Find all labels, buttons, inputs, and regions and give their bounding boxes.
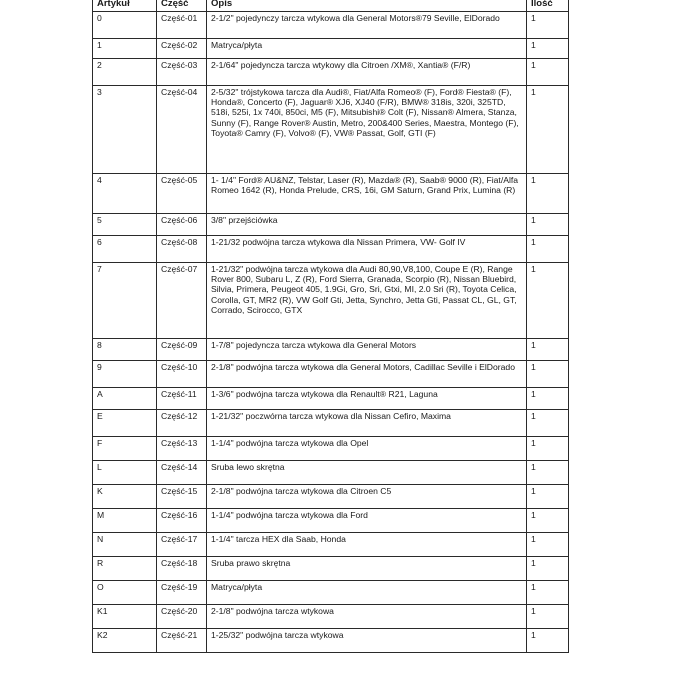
table-header-row [93, 0, 569, 12]
quantity-cell: 1 [527, 59, 569, 86]
description-cell: 1-1/4" podwójna tarcza wtykowa dla Opel [207, 437, 527, 461]
article-cell: 2 [93, 59, 157, 86]
part-cell: Część-15 [157, 485, 207, 509]
quantity-cell: 1 [527, 509, 569, 533]
article-cell: 0 [93, 12, 157, 39]
description-cell: 2-1/2" pojedynczy tarcza wtykowa dla General Motors®79 Seville, ElDorado [207, 12, 527, 39]
table-row [93, 59, 569, 86]
table-row [93, 410, 569, 437]
part-cell: Część-17 [157, 533, 207, 557]
article-cell: K1 [93, 605, 157, 629]
description-cell: 3/8" przejściówka [207, 214, 527, 236]
article-cell: A [93, 388, 157, 410]
description-cell: 1-21/32" podwójna tarcza wtykowa dla Audi 80,90,V8,100, Coupe E (R), Range Rover 800, Subaru L, Z (R), Ford Sierra, Granada, Scorpio (R), Nissan Bluebird, Silvia, Primera, Peugeot 405, 1.9Gi, Gro, Sri, Gtxi, MI, 2.0 Sri (R), Toyota Celica, Corolla, GT, MR2 (R), VW Golf Gti, Jetta, Synchro, Jetta Gti, Passat CL, GL, GT, Corrado, Scirocco, GTX [207, 263, 527, 339]
quantity-cell: 1 [527, 361, 569, 388]
article-cell: 1 [93, 39, 157, 59]
table-row [93, 39, 569, 59]
article-cell: K2 [93, 629, 157, 653]
article-cell: 8 [93, 339, 157, 361]
description-cell: 1-7/8" pojedyncza tarcza wtykowa dla General Motors [207, 339, 527, 361]
table-row [93, 214, 569, 236]
part-cell: Część-13 [157, 437, 207, 461]
article-cell: 9 [93, 361, 157, 388]
part-cell: Część-05 [157, 174, 207, 214]
article-cell: 4 [93, 174, 157, 214]
part-cell: Część-07 [157, 263, 207, 339]
article-cell: 6 [93, 236, 157, 263]
article-cell: 7 [93, 263, 157, 339]
quantity-cell: 1 [527, 263, 569, 339]
part-cell: Część-10 [157, 361, 207, 388]
part-cell: Część-02 [157, 39, 207, 59]
part-cell: Część-01 [157, 12, 207, 39]
article-cell: N [93, 533, 157, 557]
description-cell: 2-1/8" podwójna tarcza wtykowa dla General Motors, Cadillac Seville i ElDorado [207, 361, 527, 388]
article-cell: 5 [93, 214, 157, 236]
quantity-cell: 1 [527, 461, 569, 485]
quantity-cell: 1 [527, 12, 569, 39]
description-cell: 1-3/6" podwójna tarcza wtykowa dla Renault® R21, Laguna [207, 388, 527, 410]
part-cell: Część-04 [157, 86, 207, 174]
part-cell: Część-11 [157, 388, 207, 410]
quantity-cell: 1 [527, 214, 569, 236]
table-row [93, 605, 569, 629]
table-row [93, 509, 569, 533]
table-row [93, 86, 569, 174]
article-cell: R [93, 557, 157, 581]
table-row [93, 533, 569, 557]
description-cell: 1-21/32" poczwórna tarcza wtykowa dla Nissan Cefiro, Maxima [207, 410, 527, 437]
article-cell: M [93, 509, 157, 533]
table-row [93, 12, 569, 39]
quantity-cell: 1 [527, 533, 569, 557]
table-row [93, 461, 569, 485]
part-cell: Część-06 [157, 214, 207, 236]
header-part: Część [157, 0, 207, 12]
part-cell: Część-21 [157, 629, 207, 653]
description-cell: 1-1/4" tarcza HEX dla Saab, Honda [207, 533, 527, 557]
part-cell: Część-14 [157, 461, 207, 485]
quantity-cell: 1 [527, 39, 569, 59]
header-description: Opis [207, 0, 527, 12]
description-cell: Matryca/płyta [207, 39, 527, 59]
header-article: Artykuł [93, 0, 157, 12]
quantity-cell: 1 [527, 174, 569, 214]
table-row [93, 581, 569, 605]
description-cell: Sruba prawo skrętna [207, 557, 527, 581]
quantity-cell: 1 [527, 339, 569, 361]
part-cell: Część-16 [157, 509, 207, 533]
description-cell: Matryca/płyta [207, 581, 527, 605]
part-cell: Część-12 [157, 410, 207, 437]
parts-table [92, 0, 569, 653]
description-cell: 1- 1/4" Ford® AU&NZ, Telstar, Laser (R), Mazda® (R), Saab® 9000 (R), Fiat/Alfa Romeo 1642 (R), Honda Prelude, CRS, 16i, GM Saturn, Grand Prix, Lumina (R) [207, 174, 527, 214]
quantity-cell: 1 [527, 388, 569, 410]
description-cell: 2-1/64" pojedyncza tarcza wtykowy dla Citroen /XM®, Xantia® (F/R) [207, 59, 527, 86]
description-cell: Sruba lewo skrętna [207, 461, 527, 485]
quantity-cell: 1 [527, 485, 569, 509]
description-cell: 1-25/32" podwójna tarcza wtykowa [207, 629, 527, 653]
quantity-cell: 1 [527, 236, 569, 263]
description-cell: 1-1/4" podwójna tarcza wtykowa dla Ford [207, 509, 527, 533]
article-cell: L [93, 461, 157, 485]
quantity-cell: 1 [527, 410, 569, 437]
table-row [93, 388, 569, 410]
article-cell: E [93, 410, 157, 437]
quantity-cell: 1 [527, 437, 569, 461]
table-row [93, 339, 569, 361]
table-row [93, 485, 569, 509]
quantity-cell: 1 [527, 629, 569, 653]
part-cell: Część-03 [157, 59, 207, 86]
description-cell: 2-1/8" podwójna tarcza wtykowa dla Citroen C5 [207, 485, 527, 509]
header-quantity: Ilość [527, 0, 569, 12]
article-cell: F [93, 437, 157, 461]
description-cell: 1-21/32 podwójna tarcza wtykowa dla Nissan Primera, VW- Golf IV [207, 236, 527, 263]
quantity-cell: 1 [527, 581, 569, 605]
article-cell: O [93, 581, 157, 605]
table-row [93, 236, 569, 263]
part-cell: Część-08 [157, 236, 207, 263]
quantity-cell: 1 [527, 86, 569, 174]
table-row [93, 174, 569, 214]
quantity-cell: 1 [527, 605, 569, 629]
table-row [93, 263, 569, 339]
table-row [93, 629, 569, 653]
part-cell: Część-20 [157, 605, 207, 629]
description-cell: 2-5/32" trójstykowa tarcza dla Audi®, Fiat/Alfa Romeo® (F), Ford® Fiesta® (F), Honda®, Concerto (F), Jaguar® XJ6, XJ40 (F/R), BMW® 318is, 320i, 325TD, 518i, 525i, 1x 740i, 850ci, M5 (F), Mitsubishi® Colt (F), Nissan® Almera, Stanza, Sunny (F), Range Rover® Austin, Metro, 200&400 Series, Maestra, Montego (F), Toyota® Camry (F), Volvo® (F), VW® Passat, Golf, GTI (F) [207, 86, 527, 174]
table-row [93, 361, 569, 388]
table-row [93, 557, 569, 581]
article-cell: K [93, 485, 157, 509]
article-cell: 3 [93, 86, 157, 174]
table-row [93, 437, 569, 461]
part-cell: Część-09 [157, 339, 207, 361]
part-cell: Część-18 [157, 557, 207, 581]
description-cell: 2-1/8" podwójna tarcza wtykowa [207, 605, 527, 629]
part-cell: Część-19 [157, 581, 207, 605]
quantity-cell: 1 [527, 557, 569, 581]
